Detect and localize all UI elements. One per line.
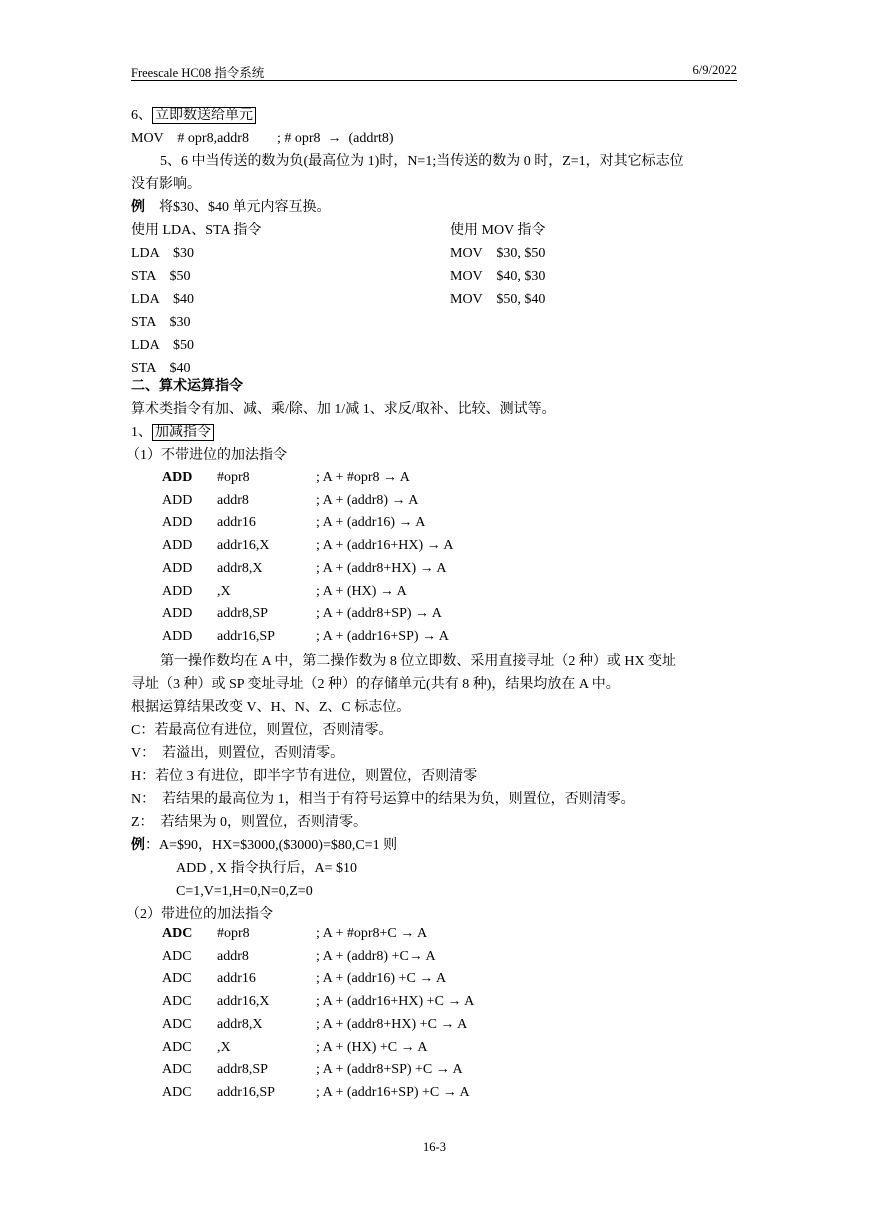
adc-mnemonic: ADC xyxy=(162,1062,192,1078)
section-2-title: 二、算术运算指令 xyxy=(131,379,243,394)
adc-row xyxy=(0,1039,869,1057)
add-operation: ; A + (addr8+HX) → A xyxy=(316,560,447,576)
adc-row xyxy=(0,1061,869,1079)
add-mnemonic: ADD xyxy=(162,515,193,531)
mov-syntax: MOV # opr8,addr8 ; # opr8 → (addrt8) xyxy=(131,131,394,146)
add-mnemonic: ADD xyxy=(162,628,193,644)
subsection-1-number: 1、 xyxy=(131,425,152,440)
adc-row xyxy=(0,948,869,966)
example-right-line: MOV $50, $40 xyxy=(450,292,546,307)
header-date: 6/9/2022 xyxy=(692,63,737,77)
add-mnemonic: ADD xyxy=(162,560,193,576)
flag-v: V： 若溢出，则置位，否则清零。 xyxy=(131,746,345,761)
section-6-heading xyxy=(131,107,256,125)
adc-row xyxy=(0,993,869,1011)
add-row xyxy=(0,560,869,578)
adc-mnemonic: ADC xyxy=(162,948,192,964)
add-operand: addr8,X xyxy=(217,560,263,576)
add-example-text: ：A=$90，HX=$3000,($3000)=$80,C=1 则 xyxy=(145,838,398,853)
add-operation: ; A + (HX) → A xyxy=(316,583,407,599)
example-heading xyxy=(131,199,331,217)
section-6-number: 6、 xyxy=(131,108,152,123)
adc-operation: ; A + #opr8+C → A xyxy=(316,926,428,941)
add-row xyxy=(0,605,869,623)
adc-operand: addr16 xyxy=(217,971,256,987)
add-mnemonic: ADD xyxy=(162,583,193,599)
example-left-line: STA $30 xyxy=(131,315,191,330)
adc-operation: ; A + (addr16+SP) +C → A xyxy=(316,1084,470,1100)
flag-h: H：若位 3 有进位，即半字节有进位，则置位，否则清零 xyxy=(131,769,478,784)
add-row xyxy=(0,492,869,510)
example-left-line: LDA $50 xyxy=(131,338,194,353)
add-operand: addr8 xyxy=(217,492,249,508)
example-left-line: STA $40 xyxy=(131,361,191,376)
section-6-note-line-2: 没有影响。 xyxy=(131,177,201,192)
add-operand: addr16,X xyxy=(217,538,270,554)
example-right-line: MOV $30, $50 xyxy=(450,246,546,261)
header-rule xyxy=(131,80,737,81)
flags-intro: 根据运算结果改变 V、H、N、Z、C 标志位。 xyxy=(131,700,411,715)
example-right-header: 使用 MOV 指令 xyxy=(450,223,546,238)
add-operand: addr16 xyxy=(217,515,256,531)
example-text: 将$30、$40 单元内容互换。 xyxy=(159,200,331,215)
add-operation: ; A + #opr8 → A xyxy=(316,470,410,485)
adc-mnemonic: ADC xyxy=(162,1084,192,1100)
adc-row xyxy=(0,1016,869,1034)
subsection-1-heading xyxy=(131,424,214,442)
adc-title: （2）带进位的加法指令 xyxy=(126,907,273,922)
adc-operation: ; A + (addr8+SP) +C → A xyxy=(316,1062,463,1078)
add-operand: #opr8 xyxy=(217,470,250,485)
add-row xyxy=(0,583,869,601)
flag-n: N： 若结果的最高位为 1，相当于有符号运算中的结果为负，则置位，否则清零。 xyxy=(131,792,635,807)
add-title: （1）不带进位的加法指令 xyxy=(126,448,287,463)
adc-operand: addr16,X xyxy=(217,994,270,1010)
adc-operation: ; A + (addr8) +C→ A xyxy=(316,948,436,964)
section-6-title: 立即数送给单元 xyxy=(152,107,256,124)
add-row xyxy=(0,469,869,487)
add-mnemonic: ADD xyxy=(162,470,193,485)
example-left-line: STA $50 xyxy=(131,269,191,284)
adc-mnemonic: ADC xyxy=(162,926,193,941)
adc-operand: ,X xyxy=(217,1039,231,1055)
adc-row xyxy=(0,1084,869,1102)
example-right-line: MOV $40, $30 xyxy=(450,269,546,284)
add-row xyxy=(0,628,869,646)
adc-row xyxy=(0,925,869,943)
adc-operation: ; A + (addr16) +C → A xyxy=(316,971,447,987)
section-6-note-line-1: 5、6 中当传送的数为负(最高位为 1)时，N=1;当传送的数为 0 时，Z=1，对其它标志位 xyxy=(160,154,684,169)
flag-c: C：若最高位有进位，则置位，否则清零。 xyxy=(131,723,393,738)
example-label: 例 xyxy=(131,200,145,215)
adc-operation: ; A + (addr16+HX) +C → A xyxy=(316,994,475,1010)
example-left-line: LDA $40 xyxy=(131,292,194,307)
adc-row xyxy=(0,970,869,988)
adc-mnemonic: ADC xyxy=(162,994,192,1010)
adc-operand: #opr8 xyxy=(217,926,250,941)
add-operation: ; A + (addr8) → A xyxy=(316,492,419,508)
add-operation: ; A + (addr16) → A xyxy=(316,515,426,531)
add-mnemonic: ADD xyxy=(162,606,193,622)
example-left-line: LDA $30 xyxy=(131,246,194,261)
adc-operand: addr8,X xyxy=(217,1016,263,1032)
section-2-intro: 算术类指令有加、减、乘/除、加 1/减 1、求反/取补、比较、测试等。 xyxy=(131,402,556,417)
add-example-line-2: ADD , X 指令执行后，A= $10 xyxy=(176,861,357,876)
page-number: 16-3 xyxy=(423,1140,446,1154)
adc-operation: ; A + (addr8+HX) +C → A xyxy=(316,1016,468,1032)
flag-z: Z： 若结果为 0，则置位，否则清零。 xyxy=(131,815,368,830)
add-example-line-3: C=1,V=1,H=0,N=0,Z=0 xyxy=(176,884,313,899)
add-operation: ; A + (addr16+HX) → A xyxy=(316,538,454,554)
add-operand: addr16,SP xyxy=(217,628,275,644)
adc-operand: addr8 xyxy=(217,948,249,964)
add-operand: addr8,SP xyxy=(217,606,268,622)
subsection-1-title: 加减指令 xyxy=(152,424,214,441)
adc-mnemonic: ADC xyxy=(162,971,192,987)
adc-operand: addr8,SP xyxy=(217,1062,268,1078)
header-title: Freescale HC08 指令系统 xyxy=(131,66,265,80)
add-row xyxy=(0,514,869,532)
add-mnemonic: ADD xyxy=(162,492,193,508)
add-row xyxy=(0,537,869,555)
add-example-line-1 xyxy=(131,837,397,855)
adc-mnemonic: ADC xyxy=(162,1039,192,1055)
add-example-label: 例 xyxy=(131,838,145,853)
adc-operand: addr16,SP xyxy=(217,1084,275,1100)
adc-mnemonic: ADC xyxy=(162,1016,192,1032)
example-left-header: 使用 LDA、STA 指令 xyxy=(131,223,262,238)
description-line-2: 寻址（3 种）或 SP 变址寻址（2 种）的存储单元(共有 8 种)，结果均放在 A 中。 xyxy=(131,677,620,692)
adc-operation: ; A + (HX) +C → A xyxy=(316,1039,428,1055)
add-mnemonic: ADD xyxy=(162,538,193,554)
add-operand: ,X xyxy=(217,583,231,599)
add-operation: ; A + (addr16+SP) → A xyxy=(316,628,449,644)
add-operation: ; A + (addr8+SP) → A xyxy=(316,606,442,622)
description-line-1: 第一操作数均在 A 中，第二操作数为 8 位立即数、采用直接寻址（2 种）或 HX 变址 xyxy=(160,654,677,669)
